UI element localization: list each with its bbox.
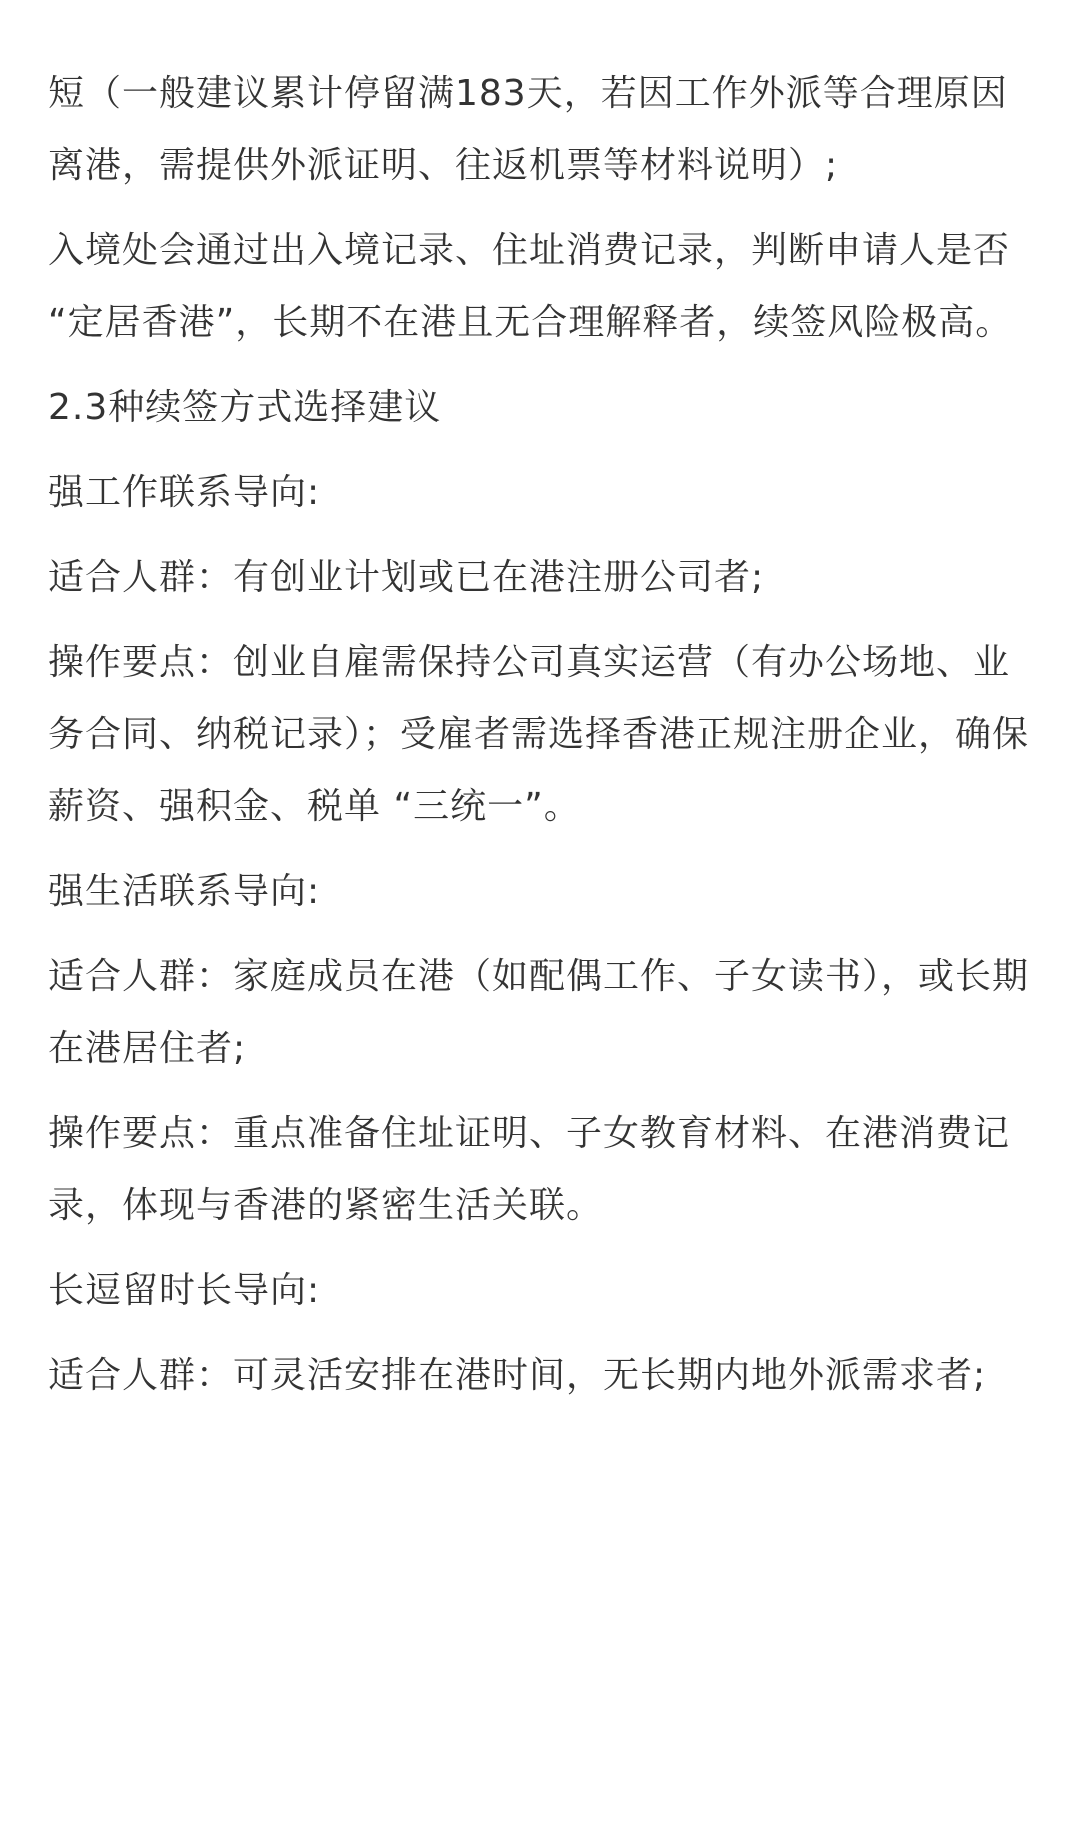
paragraph-long-stay-target-group: 适合人群：可灵活安排在港时间，无长期内地外派需求者;	[48, 1355, 987, 1396]
paragraph-work-target-group: 适合人群：有创业计划或已在港注册公司者;	[48, 557, 765, 598]
paragraph-stay-duration: 短（一般建议累计停留满183天，若因工作外派等合理原因离港，需提供外派证明、往返机票等材料说明）;	[48, 73, 1008, 186]
paragraph-immigration-review: 入境处会通过出入境记录、住址消费记录，判断申请人是否 “定居香港”，长期不在港且无合理解释者，续签风险极高。	[48, 230, 1013, 343]
section-heading-renewal-options: 2.3种续签方式选择建议	[48, 387, 442, 428]
subheading-long-stay: 长逗留时长导向:	[48, 1270, 321, 1311]
paragraph-life-target-group: 适合人群：家庭成员在港（如配偶工作、子女读书），或长期在港居住者;	[48, 956, 1030, 1069]
subheading-life-ties: 强生活联系导向:	[48, 871, 321, 912]
paragraph-life-key-points: 操作要点：重点准备住址证明、子女教育材料、在港消费记录，体现与香港的紧密生活关联。	[48, 1113, 1011, 1226]
subheading-work-ties: 强工作联系导向:	[48, 472, 321, 513]
paragraph-work-key-points: 操作要点：创业自雇需保持公司真实运营（有办公场地、业务合同、纳税记录）；受雇者需选择香港正规注册企业，确保薪资、强积金、税单 “三统一”。	[48, 642, 1030, 827]
